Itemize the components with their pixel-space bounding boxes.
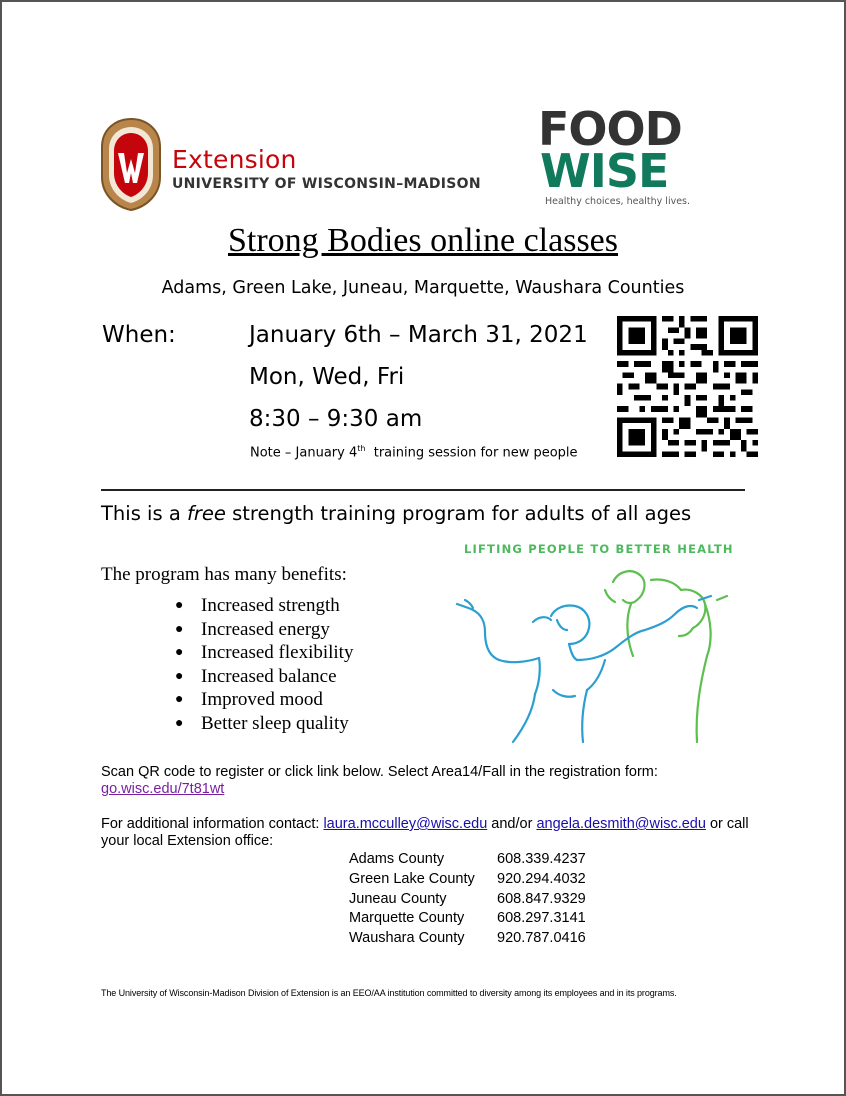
benefit-text: Improved mood: [201, 689, 323, 710]
list-item: [175, 594, 353, 618]
county-row: [349, 909, 609, 929]
county-name: Waushara County: [349, 930, 465, 947]
registration-qr-code[interactable]: [617, 316, 758, 457]
list-item: [175, 618, 353, 642]
free-line-before: This is a: [101, 502, 187, 525]
bullet-icon: ●: [175, 645, 184, 660]
county-row: [349, 850, 609, 870]
benefit-text: Better sleep quality: [201, 712, 349, 734]
bullet-icon: ●: [175, 621, 184, 637]
county-phone: 608.297.3141: [497, 910, 586, 927]
county-row: [349, 890, 609, 910]
bullet-icon: ●: [175, 692, 184, 707]
county-row: [349, 929, 609, 949]
when-label: When:: [102, 322, 176, 348]
graphic-caption: LIFTING PEOPLE TO BETTER HEALTH: [464, 542, 734, 556]
foodwise-food-wordmark: FOOD: [538, 102, 682, 156]
benefit-text: Increased strength: [201, 595, 340, 616]
benefits-list: [175, 594, 353, 735]
uw-crest-logo: [96, 117, 166, 212]
county-office-list: [349, 850, 609, 949]
note-suffix: training session for new people: [365, 445, 578, 461]
list-item: [175, 665, 353, 689]
county-name: Juneau County: [349, 890, 447, 907]
benefit-text: Increased energy: [201, 618, 330, 640]
lifting-figures-illustration: [455, 560, 740, 745]
contact-suffix: or call your local Extension office:: [101, 816, 749, 849]
email-link-laura[interactable]: laura.mcculley@wisc.edu: [323, 816, 488, 832]
benefit-text: Increased balance: [201, 665, 337, 687]
page-title: Strong Bodies online classes: [227, 222, 619, 259]
bullet-icon: ●: [175, 598, 184, 613]
bullet-icon: ●: [175, 668, 184, 684]
list-item: [175, 688, 353, 712]
county-name: Green Lake County: [349, 870, 475, 887]
university-wordmark: UNIVERSITY OF WISCONSIN–MADISON: [172, 176, 481, 192]
contact-paragraph: [101, 816, 761, 850]
benefit-text: Increased flexibility: [201, 642, 354, 663]
county-phone: 920.787.0416: [497, 930, 586, 947]
contact-prefix: For additional information contact:: [101, 816, 324, 832]
contact-middle: and/or: [487, 816, 537, 832]
schedule-dates: January 6th – March 31, 2021: [249, 322, 588, 348]
schedule-days: Mon, Wed, Fri: [249, 364, 405, 390]
foodwise-wise-wordmark: WISE: [540, 144, 669, 198]
eeo-footer: The University of Wisconsin-Madison Division of Extension is an EEO/AA institution committed to diversity among its employees and in its programs.: [101, 988, 677, 998]
schedule-time: 8:30 – 9:30 am: [249, 406, 423, 432]
county-name: Adams County: [349, 851, 445, 867]
note-prefix: Note – January 4: [250, 445, 358, 461]
counties-subtitle: Adams, Green Lake, Juneau, Marquette, Waushara Counties: [161, 278, 685, 298]
bullet-icon: ●: [175, 715, 184, 731]
register-instructions: Scan QR code to register or click link below. Select Area14/Fall in the registration form:: [101, 764, 658, 780]
free-line-italic: free: [186, 502, 226, 525]
county-phone: 608.847.9329: [497, 890, 586, 907]
county-name: Marquette County: [349, 910, 465, 927]
county-phone: 608.339.4237: [497, 851, 586, 867]
note-superscript: th: [357, 444, 366, 453]
list-item: [175, 712, 353, 736]
training-note: [250, 444, 578, 460]
horizontal-divider: [101, 489, 745, 491]
foodwise-tagline: Healthy choices, healthy lives.: [545, 196, 691, 207]
free-program-line: [101, 502, 691, 525]
county-row: [349, 870, 609, 890]
registration-link[interactable]: go.wisc.edu/7t81wt: [101, 781, 225, 797]
benefits-intro: The program has many benefits:: [101, 564, 347, 585]
list-item: [175, 641, 353, 665]
extension-wordmark: Extension: [172, 145, 297, 174]
county-phone: 920.294.4032: [497, 870, 586, 887]
email-link-angela[interactable]: angela.desmith@wisc.edu: [536, 816, 706, 832]
free-line-after: strength training program for adults of all ages: [225, 502, 692, 525]
